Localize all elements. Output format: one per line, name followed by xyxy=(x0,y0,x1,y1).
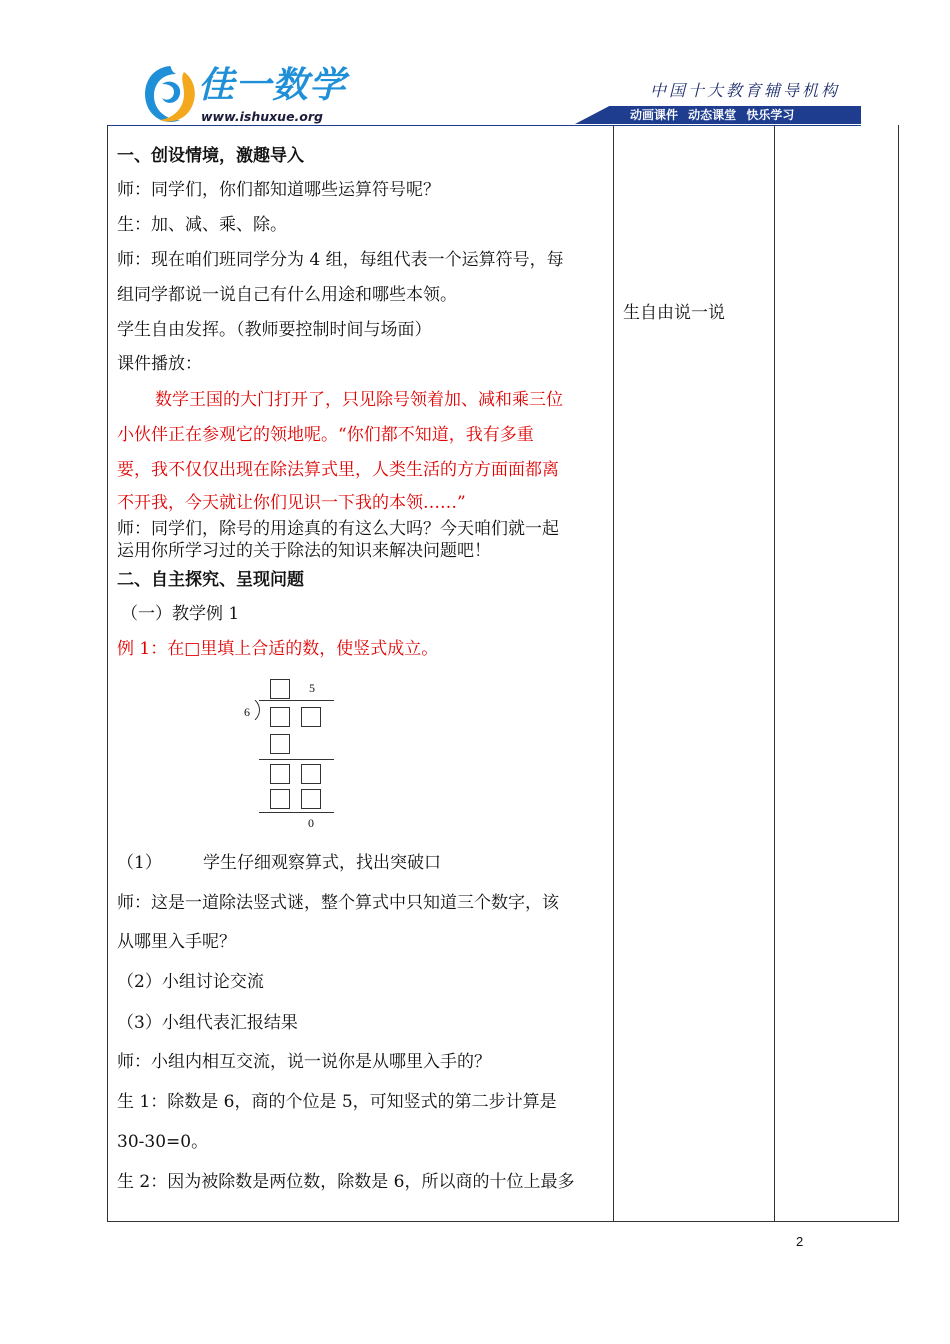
text-line: 学生自由发挥。（教师要控制时间与场面） xyxy=(117,320,432,340)
story-line: 小伙伴正在参观它的领地呢。“你们都不知道，我有多重 xyxy=(117,425,534,445)
blank-box xyxy=(270,707,290,727)
text-line: 师：同学们，除号的用途真的有这么大吗？今天咱们就一起 xyxy=(117,519,559,539)
logo-url: www.ishuxue.org xyxy=(201,109,324,124)
table-divider-1 xyxy=(613,125,614,1222)
text-line: 运用你所学习过的关于除法的知识来解决问题吧！ xyxy=(117,541,491,561)
side-note: 生自由说一说 xyxy=(623,303,725,323)
text-line: 从哪里入手呢？ xyxy=(117,932,236,952)
step-text: （2）小组讨论交流 xyxy=(117,972,264,992)
text-line: 师：同学们，你们都知道哪些运算符号呢？ xyxy=(117,180,440,200)
story-line: 数学王国的大门打开了，只见除号领着加、减和乘三位 xyxy=(155,390,563,410)
blank-box xyxy=(270,764,290,784)
page-number: 2 xyxy=(796,1234,804,1249)
text-line: 师：小组内相互交流，说一说你是从哪里入手的？ xyxy=(117,1052,491,1072)
division-bracket xyxy=(252,700,262,720)
tagline: 动画课件 动态课堂 快乐学习 xyxy=(630,108,795,122)
story-line: 不开我，今天就让你们见识一下我的本领……” xyxy=(117,493,466,513)
story-line: 要，我不仅仅出现在除法算式里，人类生活的方方面面都离 xyxy=(117,460,559,480)
division-line xyxy=(259,759,334,760)
blank-box xyxy=(270,734,290,754)
logo xyxy=(140,62,355,130)
table-border-right xyxy=(898,125,899,1222)
step-text: （3）小组代表汇报结果 xyxy=(117,1013,298,1033)
blank-box xyxy=(301,764,321,784)
text-line: 30-30=0。 xyxy=(117,1132,209,1152)
blank-box xyxy=(301,789,321,809)
division-bar xyxy=(259,700,334,701)
table-border-bottom xyxy=(107,1221,899,1222)
text-line: 课件播放： xyxy=(117,354,202,374)
table-border-left xyxy=(107,125,108,1222)
quotient-digit: 5 xyxy=(309,681,315,695)
remainder: 0 xyxy=(308,816,314,830)
example-prompt: 例 1：在□里填上合适的数，使竖式成立。 xyxy=(117,639,439,659)
divisor: 6 xyxy=(244,705,250,719)
text-line: 生：加、减、乘、除。 xyxy=(117,215,287,235)
slogan: 中国十大教育辅导机构 xyxy=(650,81,841,100)
subsection-heading: （一）教学例 1 xyxy=(121,604,240,624)
step-number: （1） xyxy=(117,853,162,873)
text-line: 师：这是一道除法竖式谜，整个算式中只知道三个数字，该 xyxy=(117,893,559,913)
logo-swirl-icon xyxy=(140,62,198,128)
text-line: 生 2：因为被除数是两位数，除数是 6，所以商的十位上最多 xyxy=(117,1172,575,1192)
text-line: 组同学都说一说自己有什么用途和哪些本领。 xyxy=(117,285,457,305)
blank-box xyxy=(270,679,290,699)
table-divider-2 xyxy=(774,125,775,1222)
header-rule xyxy=(108,125,861,126)
division-line xyxy=(259,812,334,813)
section-2-heading: 二、自主探究、呈现问题 xyxy=(117,570,304,590)
step-text: 学生仔细观察算式，找出突破口 xyxy=(203,853,441,873)
logo-name: 佳一数学 xyxy=(198,65,347,106)
text-line: 师：现在咱们班同学分为 4 组，每组代表一个运算符号，每 xyxy=(117,250,564,270)
blank-box xyxy=(270,789,290,809)
section-1-heading: 一、创设情境，激趣导入 xyxy=(117,146,304,166)
text-line: 生 1：除数是 6，商的个位是 5，可知竖式的第二步计算是 xyxy=(117,1092,557,1112)
blank-box xyxy=(301,707,321,727)
